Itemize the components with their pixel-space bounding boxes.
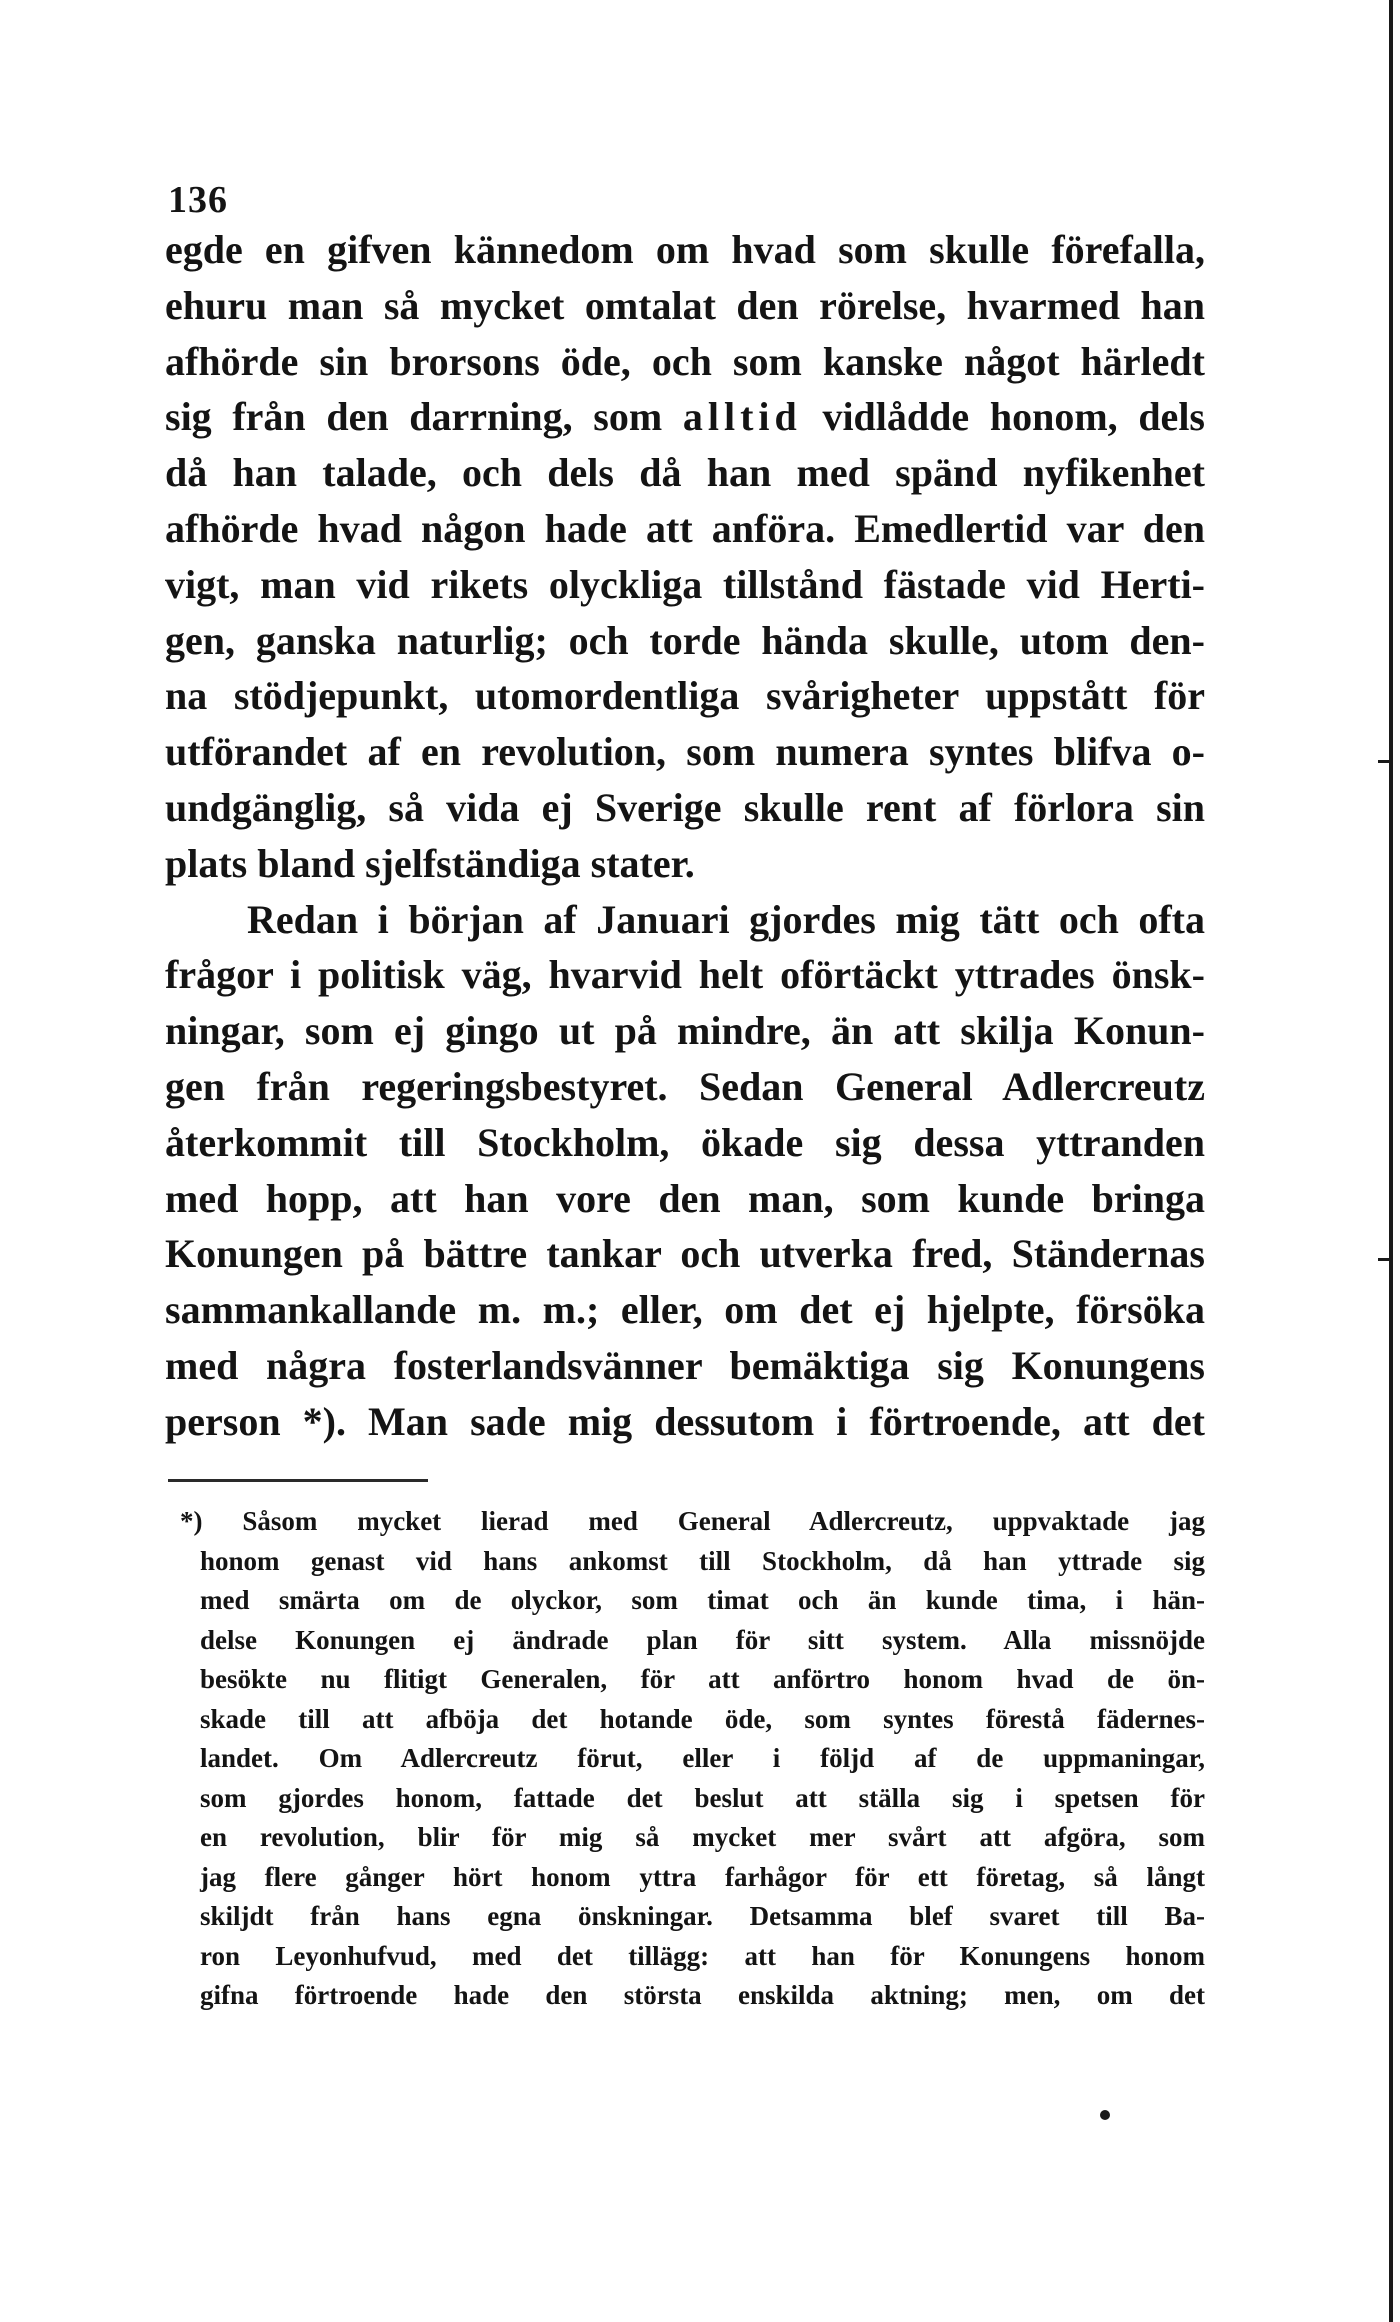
text-line: med några fosterlandsvänner bemäktiga sig Konungens <box>165 1342 1205 1388</box>
footnote-line: skade till att afböja det hotande öde, som syntes förestå fädernes- <box>200 1703 1205 1734</box>
footnote-line: jag flere gånger hört honom yttra farhågor för ett företag, så långt <box>200 1861 1205 1892</box>
text-line: person *). Man sade mig dessutom i förtroende, att det <box>165 1398 1205 1444</box>
text-line: egde en gifven kännedom om hvad som skulle förefalla, <box>165 227 1205 272</box>
footnote-line: som gjordes honom, fattade det beslut att ställa sig i spetsen för <box>200 1782 1205 1813</box>
footnote-line: honom genast vid hans ankomst till Stockholm, då han yttrade sig <box>200 1545 1205 1576</box>
text-line: afhörde hvad någon hade att anföra. Emedlertid var den <box>165 505 1205 551</box>
text-line: sammankallande m. m.; eller, om det ej hjelpte, försöka <box>165 1287 1205 1333</box>
text-line: återkommit till Stockholm, ökade sig dessa yttranden <box>165 1119 1205 1165</box>
text-line: gen från regeringsbestyret. Sedan General Adlercreutz <box>165 1063 1205 1109</box>
footnote-line: *) Såsom mycket lierad med General Adlercreutz, uppvaktade jag <box>180 1506 1205 1536</box>
text-segment: vidlådde honom, dels <box>822 394 1205 440</box>
footnote-line: en revolution, blir för mig så mycket mer svårt att afgöra, som <box>200 1822 1205 1852</box>
footnote-separator-rule <box>168 1479 428 1482</box>
edge-mark <box>1378 1258 1392 1261</box>
footnote <box>180 1502 1205 2016</box>
paragraph-start-line: Redan i början af Januari gjordes mig tätt och ofta <box>247 896 1205 942</box>
footnote-line: ron Leyonhufvud, med det tillägg: att han för Konungens honom <box>200 1940 1205 1971</box>
text-line: Konungen på bättre tankar och utverka fred, Ständernas <box>165 1231 1205 1277</box>
ink-speck <box>1100 2110 1110 2120</box>
text-line: plats bland sjelfständiga stater. <box>165 840 695 886</box>
text-line: utförandet af en revolution, som numera syntes blifva o- <box>165 729 1205 775</box>
footnote-line: gifna förtroende hade den största enskilda aktning; men, om det <box>200 1980 1205 2010</box>
text-line: ehuru man så mycket omtalat den rörelse, hvarmed han <box>165 282 1205 328</box>
text-line: med hopp, att han vore den man, som kunde bringa <box>165 1175 1205 1221</box>
text-line: gen, ganska naturlig; och torde hända skulle, utom den- <box>165 617 1205 663</box>
footnote-line: skiljdt från hans egna önskningar. Detsamma blef svaret till Ba- <box>200 1901 1205 1931</box>
text-line: afhörde sin brorsons öde, och som kanske något härledt <box>165 338 1205 384</box>
text-line: vigt, man vid rikets olyckliga tillstånd fästade vid Herti- <box>165 561 1205 607</box>
text-line <box>165 389 1205 445</box>
footnote-line: besökte nu flitigt Generalen, för att anförtro honom hvad de ön- <box>200 1664 1205 1694</box>
footnote-line: med smärta om de olyckor, som timat och än kunde tima, i hän- <box>200 1585 1205 1615</box>
text-segment: sig från den darrning, som <box>165 394 663 440</box>
edge-mark <box>1378 760 1392 763</box>
emphasized-word: alltid <box>682 394 802 440</box>
text-line: undgänglig, så vida ej Sverige skulle rent af förlora sin <box>165 784 1205 830</box>
main-body-text <box>165 222 1205 1450</box>
text-line: na stödjepunkt, utomordentliga svårigheter uppstått för <box>165 673 1205 719</box>
text-line: frågor i politisk väg, hvarvid helt oförtäckt yttrades önsk- <box>165 952 1205 998</box>
footnote-line: delse Konungen ej ändrade plan för sitt system. Alla missnöjde <box>200 1624 1205 1655</box>
text-line: då han talade, och dels då han med spänd nyfikenhet <box>165 450 1205 496</box>
footnote-line: landet. Om Adlercreutz förut, eller i följd af de uppmaningar, <box>200 1743 1205 1773</box>
text-line: ningar, som ej gingo ut på mindre, än att skilja Konun- <box>165 1008 1205 1054</box>
page-number: 136 <box>168 179 228 221</box>
page-edge-border <box>1389 0 1393 2322</box>
